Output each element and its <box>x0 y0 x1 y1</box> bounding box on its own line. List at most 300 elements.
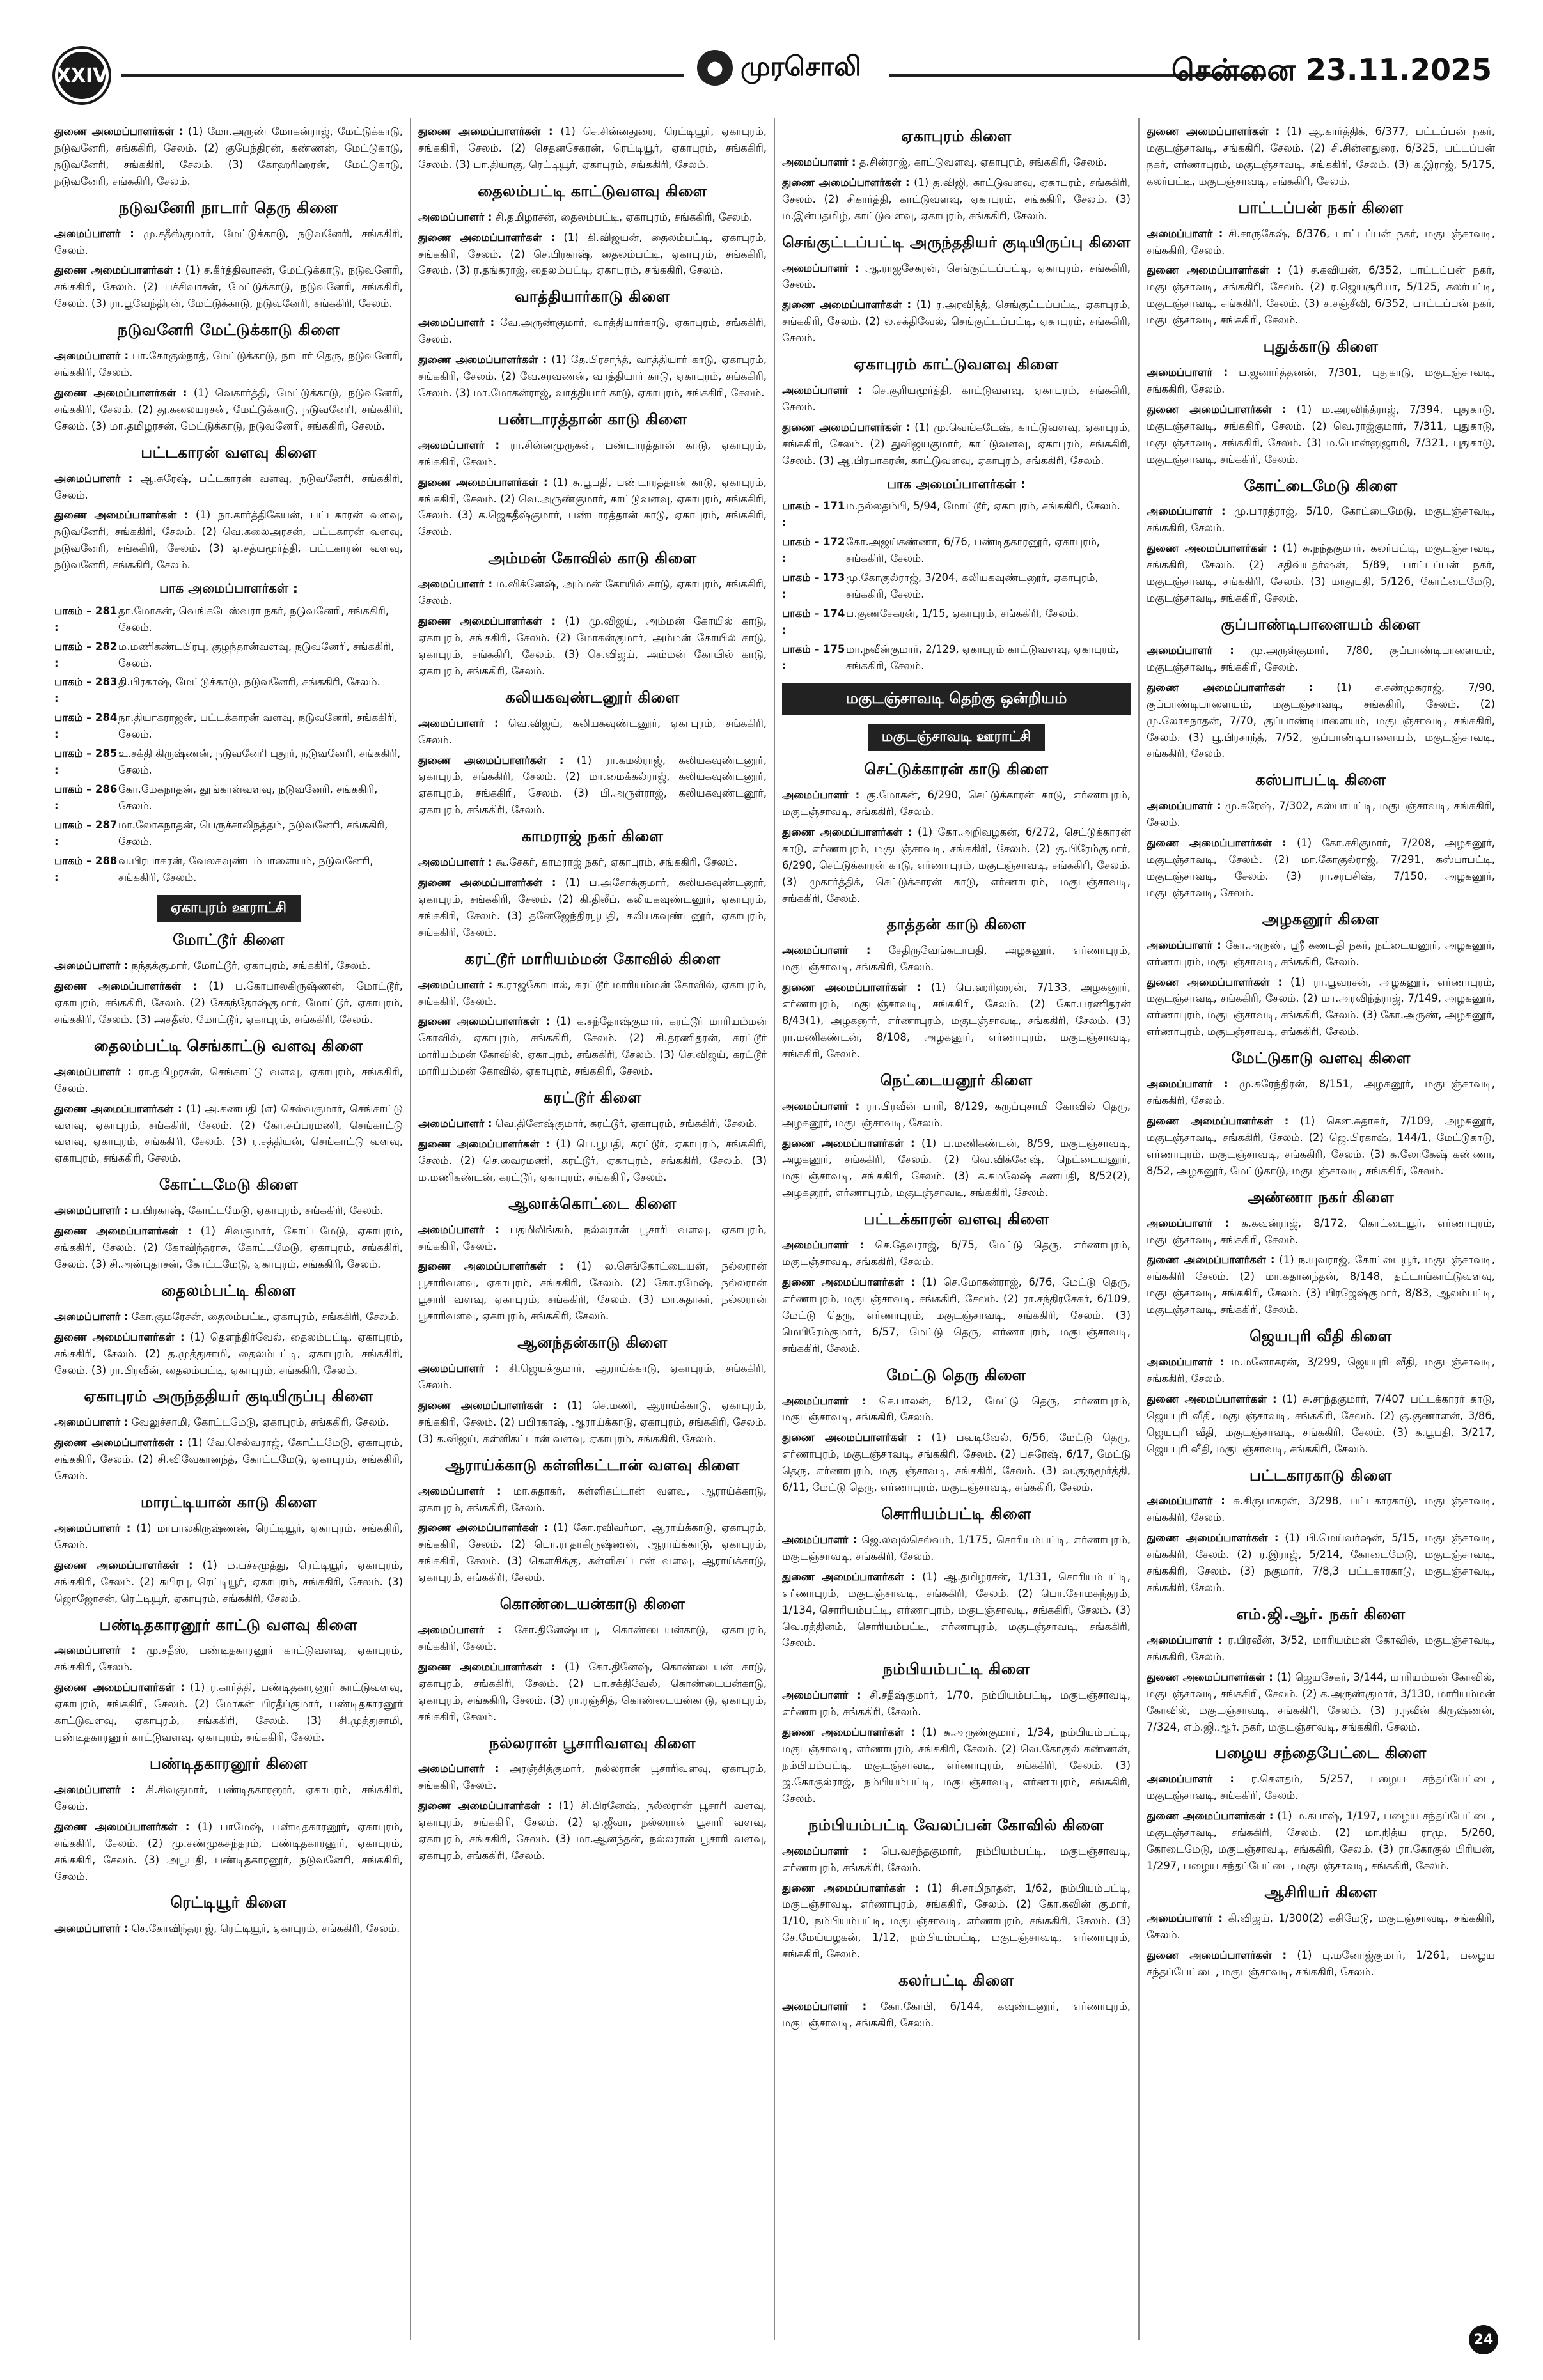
member-names: மு.சதீஸ்குமார், மேட்டுக்காடு, நடுவனேரி, சங்ககிரி, சேலம். <box>54 227 403 256</box>
role-label: அமைப்பாளர் : <box>418 1762 499 1775</box>
member-entry <box>1147 1771 1495 1804</box>
role-label: அமைப்பாளர் : <box>418 1362 499 1375</box>
branch-heading: நம்பியம்பட்டி வேலப்பன் கோவில் கிளை <box>808 1816 1105 1834</box>
branch-heading: கோட்டைமேடு கிளை <box>1244 476 1398 495</box>
branch-heading: ஆலாக்கொட்டை கிளை <box>508 1194 677 1213</box>
role-label: துணை அமைப்பாளர்கள் : <box>418 354 547 366</box>
role-label: துணை அமைப்பாளர்கள் : <box>782 1276 915 1288</box>
branch-heading: பட்டகாரகாடு கிளை <box>1249 1466 1393 1484</box>
section-band-label: மகுடஞ்சாவடி தெற்கு ஒன்றியம் <box>782 683 1131 715</box>
member-entry <box>54 1064 403 1097</box>
branch-section <box>1147 1464 1495 1596</box>
role-label: அமைப்பாளர் : <box>1147 1773 1234 1785</box>
member-names: (1) நா.கார்த்திகேயன், பட்டகாரன் வளவு, நடுவனேரி, சங்ககிரி, சேலம். (2) வெ.கலைஅரசன், பட்டகாரன் வளவு, நடுவனேரி, சங்ககிரி, சேலம். (3) ஏ.சத்யமூர்த்தி, பட்டகாரன் வளவு, நடுவனேரி, சங்ககிரி, சேலம். <box>54 509 403 572</box>
member-names: பதமிலிங்கம், நல்லரான் பூசாரி வளவு, ஏகாபுரம், சங்ககிரி, சேலம். <box>418 1223 767 1252</box>
branch-section <box>418 285 767 401</box>
member-entry <box>1147 1252 1495 1318</box>
member-names: அரஞ்சித்குமார், நல்லரான் பூசாரிவளவு, ஏகாபுரம், சங்ககிரி, சேலம். <box>418 1762 767 1792</box>
member-entry <box>1147 1910 1495 1943</box>
member-names: (1) பெ.ஹரிஹரன், 7/133, அழகனூர், எர்ணாபுரம், மகுடஞ்சாவடி, சங்ககிரி, சேலம். (2) கோ.பரணிதரன் 8/43(1), அழகனூர், எர்ணாபுரம், மகுடஞ்சாவடி, சங்ககிரி, சேலம். (3) ரா.மணிகண்டன், 8/108, அழகனூர், எர்ணாபுரம், மகுடஞ்சாவடி, சங்ககிரி, சேலம். <box>782 981 1131 1060</box>
member-names: ரா.சின்னமுருகன், பண்டாரத்தான் காடு, ஏகாபுரம், சங்ககிரி, சேலம். <box>418 439 767 468</box>
branch-section <box>54 1034 403 1167</box>
member-entry <box>1147 1947 1495 1980</box>
member-names: கி.விஜய், 1/300(2) கசிமேடு, மகுடஞ்சாவடி, சங்ககிரி, சேலம். <box>1147 1911 1495 1941</box>
member-names: ரா.தமிழரசன், செங்காட்டு வளவு, ஏகாபுரம், சங்ககிரி, சேலம். <box>54 1065 403 1094</box>
member-entry <box>54 471 403 504</box>
role-label: துணை அமைப்பாளர்கள் : <box>418 1015 550 1028</box>
member-entry <box>418 474 767 541</box>
ward-organiser: ம.நல்லதம்பி, 5/94, மோட்டூர், ஏகாபுரம், சங்ககிரி, சேலம். <box>846 500 1120 513</box>
member-names: (1) கி.விஜயன், தைலம்பட்டி, ஏகாபுரம், சங்ககிரி, சேலம். (2) செ.பிரகாஷ், தைலம்பட்டி, ஏகாபுரம், சங்ககிரி, சேலம். (3) ர.தங்கராஜ், தைலம்பட்டி, ஏகாபுரம், சங்ககிரி, சேலம். <box>418 231 767 277</box>
member-names: ஆ.ராஜசேகரன், செங்குட்டப்பட்டி, ஏகாபுரம், சங்ககிரி, சேலம். <box>782 261 1131 291</box>
branch-section <box>782 1814 1131 1963</box>
ward-organiser: மா.நவீன்குமார், 2/129, ஏகாபுரம் காட்டுவளவு, ஏகாபுரம், சங்ககிரி, சேலம். <box>846 642 1119 672</box>
member-names: வெ.விஜய், கலியகவுண்டனூர், ஏகாபுரம், சங்ககிரி, சேலம். <box>418 717 767 746</box>
branch-section <box>54 1491 403 1607</box>
role-label: அமைப்பாளர் : <box>54 1416 129 1429</box>
section-band <box>54 895 403 922</box>
member-names: (1) பி.மெய்வர்ஷன், 5/15, மகுடஞ்சாவடி, சங்ககிரி, சேலம். (2) ர.இராஜ், 5/214, கோடைமேடு, மகுடஞ்சாவடி, சங்ககிரி, சேலம். (3) நகுமார், 7/8,3 பட்டகாரகாடு, மகுடஞ்சாவடி, சங்ககிரி, சேலம். <box>1147 1532 1495 1594</box>
branch-section <box>54 1891 403 1937</box>
ward-number: பாகம் – 173 : <box>782 571 845 600</box>
ward-row <box>782 605 1131 639</box>
member-entry <box>54 348 403 381</box>
ward-row <box>54 674 403 707</box>
role-label: துணை அமைப்பாளர்கள் : <box>418 1521 548 1534</box>
role-label: அமைப்பாளர் : <box>418 578 493 591</box>
role-label: அமைப்பாளர் : <box>54 227 134 240</box>
member-names: (1) ம.பச்சமுத்து, ரெட்டியூர், ஏகாபுரம், சங்ககிரி, சேலம். (2) சுபிரபு, ரெட்டியூர், ஏகாபுரம், சங்ககிரி, சேலம். (3) ஜொஜோசன், ரெட்டியூர், ஏகாபுரம், சங்ககிரி, சேலம். <box>54 1559 403 1605</box>
role-label: அமைப்பாளர் : <box>54 1922 129 1935</box>
member-entry <box>782 260 1131 293</box>
role-label: அமைப்பாளர் : <box>782 1689 861 1702</box>
member-names: கோ.தினேஷ்பாபு, கொண்டையன்காடு, ஏகாபுரம், சங்ககிரி, சேலம். <box>418 1624 767 1653</box>
role-label: அமைப்பாளர் : <box>782 384 863 397</box>
column-1 <box>54 118 403 2343</box>
role-label: துணை அமைப்பாளர்கள் : <box>782 825 912 838</box>
member-names: (1) பாமேஷ், பண்டிதகாரனூர், ஏகாபுரம், சங்ககிரி, சேலம். (2) மு.சண்முகசுந்தரம், பண்டிதகாரனூர், ஏகாபுரம், சங்ககிரி, சேலம். (3) அபூபதி, பண்டிதகாரனூர், நடுவனேரி, சங்ககிரி, சேலம். <box>54 1820 403 1883</box>
member-entry <box>1147 262 1495 329</box>
member-entry <box>1147 1215 1495 1248</box>
member-names: (1) ப.கோபாலகிருஷ்ணன், மோட்டூர், ஏகாபுரம், சங்ககிரி, சேலம். (2) சேசுந்தோஷ்குமார், மோட்டூர், ஏகாபுரம், சங்ககிரி, சேலம். (3) அசதீஸ், மோட்டூர், ஏகாபுரம், சங்ககிரி, சேலம். <box>54 980 403 1025</box>
member-entry <box>418 1013 767 1080</box>
member-names: பா.கோகுல்நாத், மேட்டுக்காடு, நாடார் தெரு, நடுவனேரி, சங்ககிரி, சேலம். <box>54 350 403 379</box>
member-entry <box>54 1920 403 1937</box>
branch-heading: ஆனந்தன்காடு கிளை <box>517 1334 668 1352</box>
city-date: சென்னை 23.11.2025 <box>1171 52 1492 87</box>
role-label: அமைப்பாளர் : <box>54 350 129 362</box>
ward-number: பாகம் – 283 : <box>54 676 118 705</box>
member-entry <box>418 437 767 471</box>
member-names: (1) பெ.பூபதி, கரட்டூர், ஏகாபுரம், சங்ககிரி, சேலம். (2) செ.வைரமணி, கரட்டூர், ஏகாபுரம், சங்ககிரி, சேலம். (3) ம.மணிகண்டன், கரட்டூர், ஏகாபுரம், சங்ககிரி, சேலம். <box>418 1137 767 1183</box>
member-names: சி.தமிழரசன், தைலம்பட்டி, ஏகாபுரம், சங்ககிரி, சேலம். <box>495 210 753 223</box>
role-label: துணை அமைப்பாளர்கள் : <box>782 421 911 433</box>
member-entry <box>782 1429 1131 1496</box>
role-label: துணை அமைப்பாளர்கள் : <box>1147 264 1281 277</box>
ward-row <box>54 853 403 886</box>
ward-row <box>54 745 403 779</box>
role-label: அமைப்பாளர் : <box>54 1521 131 1534</box>
role-label: அமைப்பாளர் : <box>54 1310 129 1323</box>
role-label: துணை அமைப்பாளர்கள் : <box>1147 1810 1274 1823</box>
branch-heading: கரட்டூர் கிளை <box>543 1089 642 1107</box>
member-entry <box>782 297 1131 346</box>
role-label: அமைப்பாளர் : <box>1147 505 1226 518</box>
role-label: அமைப்பாளர் : <box>1147 227 1223 240</box>
member-names: (1) வே.செல்வராஜ், கோட்டமேடு, ஏகாபுரம், சங்ககிரி, சேலம். (2) சி.விவேகானந்த், கோட்டமேடு, ஏகாபுரம், சங்ககிரி, சேலம். <box>54 1436 403 1482</box>
member-entry <box>782 175 1131 224</box>
member-entry <box>782 382 1131 416</box>
role-label: துணை அமைப்பாளர்கள் : <box>418 754 564 766</box>
role-label: துணை அமைப்பாளர்கள் : <box>1147 1254 1275 1266</box>
member-entry <box>1147 642 1495 676</box>
role-label: துணை அமைப்பாளர்கள் : <box>54 1681 185 1694</box>
member-names: ஜெ.லவுல்செல்வம், 1/175, சொரியம்பட்டி, எர்ணாபுரம், மகுடஞ்சாவடி, சங்ககிரி, சேலம். <box>782 1533 1131 1562</box>
member-names: கு.மோகன், 6/290, செட்டுக்காரன் காடு, எர்ணாபுரம், மகுடஞ்சாவடி, சங்ககிரி, சேலம். <box>782 789 1131 818</box>
ward-organiser: கோ.மேகநாதன், தூங்கான்வளவு, நடுவனேரி, சங்ககிரி, சேலம். <box>118 782 378 812</box>
member-names: (1) கோ.தினேஷ், கொண்டையன் காடு, ஏகாபுரம், சங்ககிரி, சேலம். (2) பா.சக்திவேல், கொண்டையன்காடு, ஏகாபுரம், சங்ககிரி, சேலம். (3) ரா.ரஞ்சித், கொண்டையன்காடு, ஏகாபுரம், சங்ககிரி, சேலம். <box>418 1660 767 1723</box>
member-names: சேதிருவேங்கடாபதி, அழகனூர், எர்ணாபுரம், மகுடஞ்சாவடி, சங்ககிரி, சேலம். <box>782 944 1131 974</box>
branch-heading: மோட்டூர் கிளை <box>173 931 285 949</box>
role-label: அமைப்பாளர் : <box>782 2000 867 2013</box>
branch-heading: தைலம்பட்டி செங்காட்டு வளவு கிளை <box>93 1036 364 1055</box>
column-divider <box>774 118 775 2340</box>
page-header <box>51 38 1492 112</box>
member-entry <box>782 979 1131 1062</box>
branch-heading: அம்மன் கோவில் காடு கிளை <box>488 549 697 568</box>
role-label: அமைப்பாளர் : <box>782 261 859 274</box>
member-entry <box>54 262 403 312</box>
branch-section <box>418 1086 767 1186</box>
branch-heading: புதுக்காடு கிளை <box>1263 338 1379 356</box>
branch-section <box>418 1592 767 1725</box>
ward-row <box>54 817 403 850</box>
branch-heading: ஏகாபுரம் கிளை <box>901 127 1012 145</box>
member-entry <box>54 507 403 573</box>
member-names: (1) ந.யுவராஜ், கோட்டையூர், மகுடஞ்சாவடி, சங்ககிரி சேலம். (2) மா.கதானந்தன், 8/148, தட்டாங்காட்டுவளவு, மகுடஞ்சாவடி, சங்ககிரி, சேலம். (3) பிரஜேஷ்குமார், 8/83, ஆலம்பட்டி, மகுடஞ்சாவடி, சங்ககிரி, சேலம். <box>1147 1254 1495 1316</box>
branch-heading: கலர்பட்டி கிளை <box>898 1972 1014 1990</box>
member-entry <box>54 1309 403 1325</box>
member-entry <box>1147 364 1495 398</box>
branch-section <box>418 408 767 540</box>
branch-heading: பாட்டப்பன் நகர் கிளை <box>1238 198 1404 217</box>
column-divider <box>1138 118 1140 2340</box>
role-label: துணை அமைப்பாளர்கள் : <box>418 876 556 889</box>
branch-heading: ஏகாபுரம் காட்டுவளவு கிளை <box>854 355 1059 374</box>
ward-number: பாகம் – 174 : <box>782 607 845 636</box>
member-names: (1) ரா.பூவரசன், அழகனூர், எர்ணாபுரம், மகுடஞ்சாவடி, சங்ககிரி, சேலம். (2) மா.அரவிந்த்ராஜ், 7/149, அழகனூர், எர்ணாபுரம், மகுடஞ்சாவடி, சங்ககிரி, சேலம். (3) கோ.அருண், அழகனூர், எர்ணாபுரம், மகுடஞ்சாவடி, சங்ககிரி, சேலம். <box>1147 976 1495 1038</box>
role-label: துணை அமைப்பாளர்கள் : <box>782 1137 915 1149</box>
role-label: துணை அமைப்பாளர்கள் : <box>1147 542 1277 555</box>
ward-number: பாகம் – 288 : <box>54 854 118 883</box>
role-label: துணை அமைப்பாளர்கள் : <box>418 615 556 628</box>
branch-heading: அண்ணா நகர் கிளை <box>1247 1188 1395 1206</box>
member-names: வே.அருண்குமார், வாத்தியார்காடு, ஏகாபுரம், சங்ககிரி, சேலம். <box>418 316 767 346</box>
role-label: துணை அமைப்பாளர்கள் : <box>1147 125 1280 137</box>
role-label: துணை அமைப்பாளர்கள் : <box>782 981 921 994</box>
member-entry <box>54 1223 403 1273</box>
branch-section <box>1147 196 1495 329</box>
branch-section <box>418 1192 767 1325</box>
branch-section <box>782 231 1131 347</box>
ward-organiser: நா.தியாகராஜன், பட்டக்காரன் வளவு, நடுவனேரி, சங்ககிரி, சேலம். <box>118 712 398 741</box>
member-entry <box>54 1819 403 1885</box>
branch-section <box>418 123 767 173</box>
role-label: துணை அமைப்பாளர்கள் : <box>54 125 184 137</box>
member-names: ர.பிரவீன், 3/52, மாரியம்மன் கோவில், மகுடஞ்சாவடி, சங்ககிரி, சேலம். <box>1147 1633 1495 1663</box>
member-names: க.ராஜகோபால், கரட்டூர் மாரியம்மன் கோவில், ஏகாபுரம், சங்ககிரி, சேலம். <box>418 978 767 1007</box>
member-names: சி.ஜெயக்குமார், ஆராய்க்காடு, ஏகாபுரம், சங்ககிரி, சேலம். <box>418 1362 767 1391</box>
ward-organiser: மா.லோகநாதன், பெருச்சாலிநத்தம், நடுவனேரி, சங்ககிரி, சேலம். <box>118 818 388 848</box>
member-entry <box>418 229 767 279</box>
member-names: (1) தௌந்திர்வேல், தைலம்பட்டி, ஏகாபுரம், சங்ககிரி, சேலம். (2) த.முத்துசாமி, தைலம்பட்டி, ஏகாபுரம், சங்ககிரி, சேலம். (3) ரா.பிரவீன், தைலம்பட்டி, ஏகாபுரம், சங்ககிரி, சேலம். <box>54 1330 403 1376</box>
ward-organiser: தா.மோகன், வெங்கடேஸ்வரா நகர், நடுவனேரி, சங்ககிரி, சேலம். <box>118 604 389 634</box>
ward-row <box>54 710 403 743</box>
member-names: மா.சுதாகர், கள்ளிகட்டான் வளவு, ஆராய்க்காடு, ஏகாபுரம், சங்ககிரி, சேலம். <box>418 1484 767 1514</box>
branch-section <box>782 913 1131 1062</box>
member-entry <box>54 1679 403 1746</box>
member-names: பெ.வசந்தகுமார், நம்பியம்பட்டி, மகுடஞ்சாவடி, எர்ணாபுரம், சங்ககிரி, சேலம். <box>782 1844 1131 1874</box>
member-names: (1) த.விஜி, காட்டுவளவு, ஏகாபுரம், சங்ககிரி, சேலம். (2) சிகார்த்தி, காட்டுவளவு, ஏகாபுரம், சங்ககிரி, சேலம். (3) ம.இன்பதமிழ், காட்டுவளவு, ஏகாபுரம், சங்ககிரி, சேலம். <box>782 176 1131 222</box>
branch-heading: மேட்டுகாடு வளவு கிளை <box>1231 1049 1411 1068</box>
member-names: (1) சிவகுமார், கோட்டமேடு, ஏகாபுரம், சங்ககிரி, சேலம். (2) கோவிந்தராசு, கோட்டமேடு, ஏகாபுரம், சங்ககிரி, சேலம். (3) சி.அன்புதாசன், கோட்டமேடு, ஏகாபுரம், சங்ககிரி, சேலம். <box>54 1225 403 1270</box>
branch-section <box>54 1385 403 1484</box>
member-entry <box>782 1098 1131 1132</box>
branch-section <box>418 1732 767 1864</box>
member-entry <box>418 875 767 941</box>
role-label: துணை அமைப்பாளர்கள் : <box>1147 1114 1289 1127</box>
branch-heading: கொண்டையன்காடு கிளை <box>499 1595 685 1614</box>
member-entry <box>1147 1530 1495 1596</box>
role-label: அமைப்பாளர் : <box>1147 938 1221 951</box>
role-label: துணை அமைப்பாளர்கள் : <box>54 386 187 399</box>
member-names: (1) ச.கீர்த்திவாசன், மேட்டுக்காடு, நடுவனேரி, சங்ககிரி, சேலம். (2) பச்சிவாசன், மேட்டுக்காடு, நடுவனேரி, சங்ககிரி, சேலம். (3) ரா.பூவேந்திரன், மேட்டுக்காடு, நடுவனேரி, சங்ககிரி, சேலம். <box>54 264 403 310</box>
role-label: துணை அமைப்பாளர்கள் : <box>54 1330 185 1343</box>
branch-heading: ஜெயபுரி வீதி கிளை <box>1249 1327 1392 1346</box>
role-label: அமைப்பாளர் : <box>418 210 492 223</box>
member-entry <box>1147 680 1495 763</box>
branch-section <box>54 1173 403 1273</box>
member-names: (1) க.சந்தோஷ்குமார், கரட்டூர் மாரியம்மன் கோவில், ஏகாபுரம், சங்ககிரி, சேலம். (2) சி.தரணிதரன், கரட்டூர் மாரியம்மன் கோவில், ஏகாபுரம், சங்ககிரி, சேலம். (3) செ.விஜய், கரட்டூர் மாரியம்மன் கோவில், ஏகாபுரம், சங்ககிரி, சேலம். <box>418 1015 767 1078</box>
footer-page-number: 24 <box>1469 2325 1498 2354</box>
member-entry <box>1147 1391 1495 1458</box>
branch-section <box>782 1969 1131 2032</box>
section-band <box>782 683 1131 715</box>
branch-heading: பண்டிதகாரனூர் காட்டு வளவு கிளை <box>99 1615 358 1634</box>
ward-row <box>782 534 1131 567</box>
masthead-title: முரசொலி <box>740 50 861 82</box>
member-entry <box>1147 123 1495 190</box>
member-names: (1) செ.சின்னதுரை, ரெட்டியூர், ஏகாபுரம், சங்ககிரி, சேலம். (2) செதனசேகரன், ரெட்டியூர், ஏகாபுரம், சங்ககிரி, சேலம். (3) பா.தியாகு, ரெட்டியூர், ஏகாபுரம், சங்ககிரி, சேலம். <box>418 125 767 171</box>
member-entry <box>782 1687 1131 1720</box>
role-label: துணை அமைப்பாளர்கள் : <box>54 1820 190 1833</box>
role-label: அமைப்பாளர் : <box>782 1239 864 1252</box>
member-entry <box>418 1798 767 1864</box>
branch-section <box>54 1752 403 1885</box>
member-names: (1) கோ.ரவிவர்மா, ஆராய்க்காடு, ஏகாபுரம், சங்ககிரி, சேலம். (2) பொ.ராதாகிருஷ்ணன், ஆராய்க்காடு, ஏகாபுரம், சங்ககிரி, சேலம். (3) கௌசிக்கு, கள்ளிகட்டான் வளவு, ஆராய்க்காடு, ஏகாபுரம், சங்ககிரி, சேலம். <box>418 1521 767 1584</box>
member-entry <box>1147 401 1495 468</box>
member-entry <box>418 123 767 173</box>
role-label: அமைப்பாளர் : <box>54 1644 136 1657</box>
branch-section <box>418 180 767 279</box>
member-entry <box>54 1642 403 1676</box>
role-label: அமைப்பாளர் : <box>418 717 499 729</box>
role-label: துணை அமைப்பாளர்கள் : <box>782 1570 916 1583</box>
role-label: துணை அமைப்பாளர்கள் : <box>54 1559 193 1571</box>
member-names: சி.சதீஷ்குமார், 1/70, நம்பியம்பட்டி, மகுடஞ்சாவடி, எர்ணாபுரம், சங்ககிரி, சேலம். <box>782 1689 1131 1718</box>
role-label: அமைப்பாளர் : <box>418 856 492 869</box>
role-label: துணை அமைப்பாளர்கள் : <box>1147 681 1313 694</box>
ward-number: பாகம் – 282 : <box>54 640 118 669</box>
member-names: சு.கிருபாகரன், 3/298, பட்டகாரகாடு, மகுடஞ்சாவடி, சங்ககிரி, சேலம். <box>1147 1495 1495 1524</box>
member-entry <box>1147 503 1495 536</box>
member-names: (1) கோ.சசிகுமார், 7/208, அழகனூர், மகுடஞ்சாவடி, சேலம். (2) மா.கோகுல்ராஜ், 7/291, கஸ்பாபட்டி, மகுடஞ்சாவடி, சேலம். (3) ரா.சரபசிஷ், 7/150, அழகனூர், மகுடஞ்சாவடி, சேலம். <box>1147 837 1495 899</box>
ward-organiser: தி.பிரகாஷ், மேட்டுக்காடு, நடுவனேரி, சங்ககிரி, சேலம். <box>118 676 380 688</box>
role-label: அமைப்பாளர் : <box>782 1100 860 1112</box>
column-divider <box>410 118 411 2340</box>
ward-row <box>54 639 403 672</box>
branch-section <box>782 125 1131 224</box>
member-entry <box>418 752 767 819</box>
member-names: (1) மாபாலகிருஷ்ணன், ரெட்டியூர், ஏகாபுரம், சங்ககிரி, சேலம். <box>54 1521 403 1551</box>
member-names: சி.சாருகேஷ், 6/376, பாட்டப்பன் நகர், மகுடஞ்சாவடி, சங்ககிரி, சேலம். <box>1147 227 1495 256</box>
role-label: துணை அமைப்பாளர்கள் : <box>1147 837 1287 850</box>
branch-heading: கோட்டமேடு கிளை <box>159 1176 299 1194</box>
member-entry <box>418 854 767 871</box>
branch-section <box>1147 1603 1495 1735</box>
branch-heading: ஏகாபுரம் அருந்ததியர் குடியிருப்பு கிளை <box>84 1387 373 1406</box>
role-label: துணை அமைப்பாளர்கள் : <box>1147 1392 1277 1405</box>
member-names: வெ.தினேஷ்குமார், கரட்டூர், ஏகாபுரம், சங்ககிரி, சேலம். <box>495 1117 758 1130</box>
role-label: துணை அமைப்பாளர்கள் : <box>1147 1670 1273 1683</box>
member-names: (1) சி.சாமிநாதன், 1/62, நம்பியம்பட்டி, மகுடஞ்சாவடி, எர்ணாபுரம், சங்ககிரி, சேலம். (2) கோ.கவின் குமார், 1/10, நம்பியம்பட்டி, மகுடஞ்சாவடி, எர்ணாபுரம், சங்ககிரி, சேலம். (3) சே.மேய்யழகன், 1/12, நம்பியம்பட்டி, மகுடஞ்சாவடி, எர்ணாபுரம், சங்ககிரி, சேலம். <box>782 1881 1131 1961</box>
member-names: ம.மனோகரன், 3/299, ஜெயபுரி வீதி, மகுடஞ்சாவடி, சங்ககிரி, சேலம். <box>1147 1356 1495 1385</box>
branch-heading: அழகனூர் கிளை <box>1262 910 1380 928</box>
member-names: (1) ப.அசோக்குமார், கலியகவுண்டனூர், ஏகாபுரம், சங்ககிரி, சேலம். (2) கி.திலீப், கலியகவுண்டனூர், ஏகாபுரம், சங்ககிரி, சேலம். (3) தனேஜேந்திரபூபதி, கலியகவுண்டனூர், ஏகாபுரம், சங்ககிரி, சேலம். <box>418 876 767 938</box>
branch-heading: கலியகவுண்டனூர் கிளை <box>505 688 680 706</box>
member-entry <box>418 1622 767 1655</box>
role-label: அமைப்பாளர் : <box>54 1065 132 1078</box>
member-names: (1) கோ.அறிவழகன், 6/272, செட்டுக்காரன் காடு, எர்ணாபுரம், மகுடஞ்சாவடி, சங்ககிரி, சேலம். (2) கு.பிரேம்குமார், 6/290, செட்டுக்காரன் காடு, எர்ணாபுரம், மகுடஞ்சாவடி, சங்ககிரி, சேலம். (3) முகார்த்திக், செட்டுக்காரன் காடு, எர்ணாபுரம், மகுடஞ்சாவடி, சங்ககிரி, சேலம். <box>782 825 1131 905</box>
member-entry <box>782 419 1131 469</box>
branch-heading: எம்.ஜி.ஆர். நகர் கிளை <box>1236 1605 1406 1623</box>
member-entry <box>418 1397 767 1447</box>
role-label: அமைப்பாளர் : <box>54 472 133 485</box>
branch-section <box>54 123 403 190</box>
member-entry <box>54 1557 403 1607</box>
role-label: அமைப்பாளர் : <box>1147 1495 1225 1507</box>
branch-section <box>1147 1325 1495 1457</box>
ward-organiser: ப.குணசேகரன், 1/15, ஏகாபுரம், சங்ககிரி, சேலம். <box>846 607 1079 619</box>
member-names: (1) ஆ.தமிழரசன், 1/131, சொரியம்பட்டி, எர்ணாபுரம், மகுடஞ்சாவடி, சங்ககிரி, சேலம். (2) பொ.சோமசுந்தரம், 1/134, சொரியம்பட்டி, எர்ணாபுரம், மகுடஞ்சாவடி, சங்ககிரி, சேலம். (3) வெ.ரத்தினம், சொரியம்பட்டி, எர்ணாபுரம், மகுடஞ்சாவடி, சங்ககிரி, சேலம். <box>782 1570 1131 1649</box>
member-entry <box>1147 1354 1495 1387</box>
member-entry <box>782 154 1131 171</box>
member-names: நந்தக்குமார், மோட்டூர், ஏகாபுரம், சங்ககிரி, சேலம். <box>131 960 371 972</box>
branch-heading: பண்டாரத்தான் காடு கிளை <box>497 410 687 428</box>
role-label: அமைப்பாளர் : <box>1147 1078 1228 1091</box>
branch-heading: கஸ்பாபட்டி கிளை <box>1255 771 1386 789</box>
role-label: துணை அமைப்பாளர்கள் : <box>782 1726 915 1739</box>
role-label: அமைப்பாளர் : <box>1147 644 1234 657</box>
role-label: அமைப்பாளர் : <box>1147 800 1221 813</box>
branch-heading: நடுவனேரி நாடார் தெரு கிளை <box>119 198 338 217</box>
member-names: (1) மோ.அருண் மோகன்ராஜ், மேட்டுக்காடு, நடுவனேரி, சங்ககிரி, சேலம். (2) குபேந்திரன், கண்ணன், மேட்டுகாடு, நடுவனேரி, சங்ககிரி, சேலம். (3) கோஹரிஹரன், மேட்டுகாடு, நடுவனேரி, சங்ககிரி, சேலம். <box>54 125 403 187</box>
member-entry <box>782 1880 1131 1963</box>
member-entry <box>1147 1632 1495 1665</box>
member-names: (1) ம.கபாஷ், 1/197, பழைய சந்தப்பேட்டை, மகுடஞ்சாவடி, சங்ககிரி, சேலம். (2) மா.நித்ய ராமு, 5/260, கோடைமேடு, மகுடஞ்சாவடி, சங்ககிரி, சேலம். (3) ரா.கோகுல் பிரியன், 1/297, பழைய சந்தப்பேட்டை, மகுடஞ்சாவடி, சங்ககிரி, சேலம். <box>1147 1810 1495 1872</box>
role-label: துணை அமைப்பாளர்கள் : <box>418 1660 556 1673</box>
ward-organiser: ம.மணிகண்டபிரபு, குழந்தான்வளவு, நடுவனேரி, சங்ககிரி, சேலம். <box>118 640 395 669</box>
branch-heading: நம்பியம்பட்டி கிளை <box>882 1660 1030 1679</box>
branch-section <box>1147 908 1495 1040</box>
role-label: துணை அமைப்பாளர்கள் : <box>418 476 548 488</box>
role-label: அமைப்பாளர் : <box>418 439 500 451</box>
branch-section <box>782 1658 1131 1807</box>
ward-organisers-title: பாக அமைப்பாளர்கள் : <box>159 580 298 596</box>
branch-heading: காமராஜ் நகர் கிளை <box>521 827 664 846</box>
branch-section <box>1147 335 1495 467</box>
branch-section <box>418 1331 767 1447</box>
member-names: (1) சி.பிரனேஷ், நல்லரான் பூசாரி வளவு, ஏகாபுரம், சங்ககிரி, சேலம். (2) ஏ.ஜீவா, நல்லரான் பூசாரி வளவு, ஏகாபுரம், சங்ககிரி, சேலம். (3) மா.ஆனந்தன், நல்லரான் பூசாரி வளவு, ஏகாபுரம், சங்ககிரி, சேலம். <box>418 1800 767 1862</box>
branch-section <box>1147 1186 1495 1318</box>
branch-section <box>418 547 767 679</box>
member-names: (1) ர.அரவிந்த், செங்குட்டப்பட்டி, ஏகாபுரம், சங்ககிரி, சேலம். (2) ல.சக்திவேல், செங்குட்டப்பட்டி, ஏகாபுரம், சங்ககிரி, சேலம். <box>782 299 1131 345</box>
member-names: த.சின்ராஜ், காட்டுவளவு, ஏகாபுரம், சங்ககிரி, சேலம். <box>859 155 1108 168</box>
branch-heading: நடுவனேரி மேட்டுக்காடு கிளை <box>117 321 340 339</box>
role-label: அமைப்பாளர் : <box>1147 366 1228 379</box>
ward-number: பாகம் – 175 : <box>782 642 845 672</box>
member-names: (1) ஜெயசேகர், 3/144, மாரியம்மன் கோவில், மகுடஞ்சாவடி, சங்ககிரி, சேலம். (2) க.அருண்குமார், 3/130, மாரியம்மன் கோவில், மகுடஞ்சாவடி, சங்ககிரி, சேலம். (3) ர.நவீன் கிருஷ்ணன், 7/324, எம்.ஜி.ஆர். நகர், மகுடஞ்சாவடி, சங்ககிரி, சேலம். <box>1147 1670 1495 1733</box>
role-label: துணை அமைப்பாளர்கள் : <box>54 509 189 522</box>
member-entry <box>54 1329 403 1379</box>
branch-section <box>54 441 403 573</box>
member-entry <box>1147 937 1495 970</box>
masthead <box>697 50 861 86</box>
member-names: மு.சுரேந்திரன், 8/151, அழகனூர், மகுடஞ்சாவடி, சங்ககிரி, சேலம். <box>1147 1078 1495 1107</box>
role-label: துணை அமைப்பாளர்கள் : <box>54 1436 184 1449</box>
ward-organisers <box>782 474 1131 674</box>
branch-heading: செங்குட்டப்பட்டி அருந்ததியர் குடியிருப்பு கிளை <box>782 233 1131 251</box>
role-label: அமைப்பாளர் : <box>782 1533 858 1546</box>
member-names: (1) ஆ.கார்த்திக், 6/377, பட்டப்பன் நகர், மகுடஞ்சாவடி, சங்ககிரி, சேலம். (2) சி.சின்னதுரை, 6/325, பட்டப்பன் நகர், எர்ணாபுரம், மகுடஞ்சாவடி, சங்ககிரி, சேலம். (3) க.இராஜ், 5/175, கலர்பட்டி, மகுடஞ்சாவடி, சங்ககிரி, சேலம். <box>1147 125 1495 187</box>
member-entry <box>54 226 403 259</box>
elephant-logo-icon: ● <box>697 50 733 86</box>
ward-row <box>782 641 1131 674</box>
member-names: (1) கௌ.சுதாகர், 7/109, அழகனூர், மகுடஞ்சாவடி, சங்ககிரி, சேலம். (2) ஜெ.பிரகாஷ், 144/1, மேட்டுகாடு, எர்ணாபுரம், மகுடஞ்சாவடி, சங்ககிரி, சேலம். (3) க.லோகேஷ் கண்ணா, 8/52, அழகனூர், மேட்டுகாடு, மகுடஞ்சாவடி, சங்ககிரி, சேலம். <box>1147 1114 1495 1177</box>
branch-section <box>782 1502 1131 1651</box>
member-entry <box>418 977 767 1010</box>
branch-section <box>418 686 767 818</box>
member-entry <box>782 1393 1131 1426</box>
ward-number: பாகம் – 286 : <box>54 782 118 812</box>
page-number-badge: XXIV <box>55 49 109 102</box>
member-names: (1) சு.அருண்குமார், 1/34, நம்பியம்பட்டி, மகுடஞ்சாவடி, எர்ணாபுரம், சங்ககிரி, சேலம். (2) வெ.கோகுல் கண்ணன், நம்பியம்பட்டி, மகுடஞ்சாவடி, எர்ணாபுரம், சங்ககிரி, சேலம். (3) ஜ.கோகுல்ராஜ், நம்பியம்பட்டி, மகுடஞ்சாவடி, எர்ணாபுரம், சங்ககிரி, சேலம். <box>782 1726 1131 1805</box>
member-names: மு.அருள்குமார், 7/80, குப்பாண்டிபாளையம், மகுடஞ்சாவடி, சங்ககிரி, சேலம். <box>1147 644 1495 673</box>
member-names: (1) ல.செங்கோட்டையன், நல்லரான் பூசாரிவளவு, ஏகாபுரம், சங்ககிரி, சேலம். (2) கோ.ரமேஷ், நல்லரான் பூசாரி வளவு, ஏகாபுரம், சங்ககிரி, சேலம். (3) மா.சுதாகர், நல்லரான் பூசாரிவளவு, ஏகாபுரம், சங்ககிரி, சேலம். <box>418 1260 767 1323</box>
member-names: க.கவுன்ராஜ், 8/172, கொட்டையூர், எர்ணாபுரம், மகுடஞ்சாவடி, சங்ககிரி, சேலம். <box>1147 1217 1495 1246</box>
column-3 <box>782 118 1131 2343</box>
role-label: அமைப்பாளர் : <box>418 1484 501 1497</box>
role-label: துணை அமைப்பாளர்கள் : <box>54 980 198 993</box>
branch-heading: குப்பாண்டிபாளையம் கிளை <box>1221 616 1421 634</box>
member-entry <box>1147 974 1495 1041</box>
role-label: துணை அமைப்பாளர்கள் : <box>54 1225 192 1238</box>
member-entry <box>782 1532 1131 1565</box>
member-entry <box>54 1101 403 1167</box>
member-names: செ.பாலன், 6/12, மேட்டு தெரு, எர்ணாபுரம், மகுடஞ்சாவடி, சங்ககிரி, சேலம். <box>782 1394 1131 1424</box>
member-names: (1) செ.மணி, ஆராய்க்காடு, ஏகாபுரம், சங்ககிரி, சேலம். (2) பபிரகாஷ், ஆராய்க்காடு, ஏகாபுரம், சங்ககிரி, சேலம். (3) க.விஜய், கள்ளிகட்டான் வளவு, ஏகாபுரம், சங்ககிரி, சேலம். <box>418 1399 767 1445</box>
member-entry <box>54 1202 403 1219</box>
